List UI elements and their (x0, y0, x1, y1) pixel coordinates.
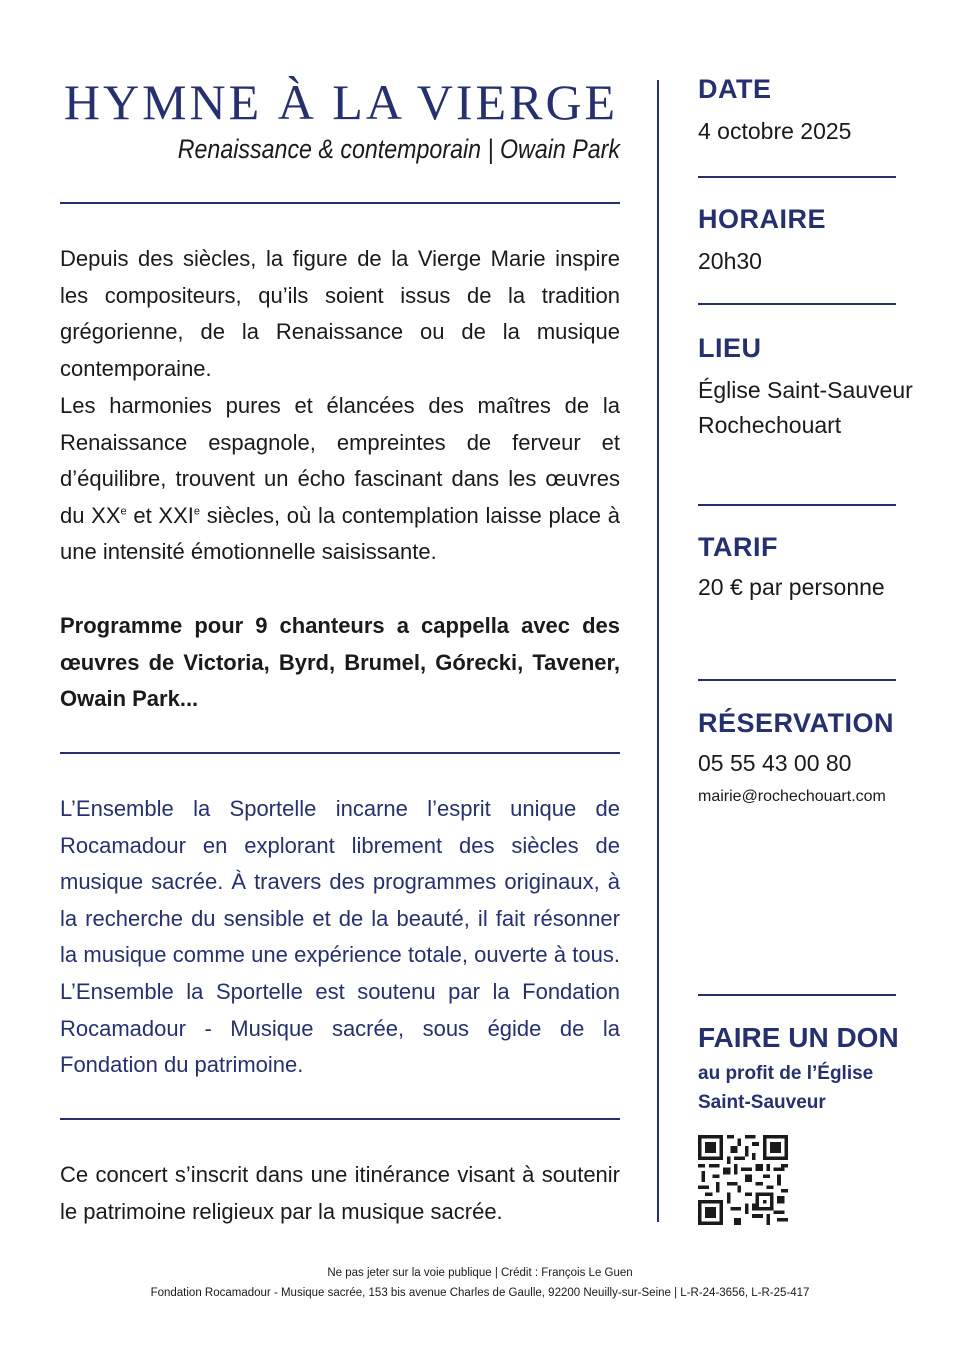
date-label: DATE (698, 74, 772, 104)
qr-code-icon[interactable] (697, 1135, 789, 1225)
price-label: TARIF (698, 532, 778, 562)
venue-line1: Église Saint-Sauveur (698, 377, 913, 403)
divider (60, 752, 620, 754)
page-title: HYMNE À LA VIERGE (63, 74, 619, 130)
booking-phone[interactable]: 05 55 43 00 80 (698, 750, 852, 776)
footer-line-1: Ne pas jeter sur la voie publique | Crédit : François Le Guen (327, 1267, 633, 1279)
divider (698, 176, 896, 178)
harmonies-paragraph: Les harmonies pures et élancées des maîtres de la Renaissance espagnole, empreintes de ferveur et d’équilibre, trouvent un écho fascinant dans les œuvres du XXe et XXIe siècles, où la contemplation laisse place à une intensité émotionnelle saisissante. (60, 393, 620, 565)
time-label: HORAIRE (698, 204, 827, 234)
venue-label: LIEU (698, 333, 762, 363)
time-value: 20h30 (698, 248, 762, 274)
footer-line-2: Fondation Rocamadour - Musique sacrée, 153 bis avenue Charles de Gaulle, 92200 Neuilly-sur-Seine | L-R-24-3656, L-R-25-417 (150, 1287, 810, 1299)
divider (698, 504, 896, 506)
divider (698, 994, 896, 996)
divider (698, 679, 896, 681)
price-value: 20 € par personne (698, 574, 885, 600)
column-separator (657, 80, 659, 1222)
divider (698, 303, 896, 305)
booking-email[interactable]: mairie@rochechouart.com (698, 788, 886, 805)
divider (60, 1118, 620, 1120)
closing-paragraph: Ce concert s’inscrit dans une itinérance visant à soutenir le patrimoine religieux par la musique sacrée. (60, 1162, 620, 1224)
divider (60, 202, 620, 204)
ensemble-paragraph: L’Ensemble la Sportelle incarne l’esprit unique de Rocamadour en explorant librement des siècles de musique sacrée. À travers des programmes originaux, à la recherche du sensible et de la beauté, il fait résonner la musique comme une expérience totale, ouverte à tous. L’Ensemble la Sportelle est soutenu par la Fondation Rocamadour - Musique sacrée, sous égide de la Fondation du patrimoine. (60, 796, 620, 1078)
intro-paragraph: Depuis des siècles, la figure de la Vierge Marie inspire les compositeurs, qu’ils soient issus de la tradition grégorienne, de la Renaissance ou de la musique contemporaine. (60, 246, 620, 381)
venue-line2: Rochechouart (698, 412, 842, 438)
booking-label: RÉSERVATION (698, 708, 895, 738)
program-paragraph: Programme pour 9 chanteurs a cappella avec des œuvres de Victoria, Byrd, Brumel, Górecki, Tavener, Owain Park... (60, 613, 620, 712)
page-subtitle: Renaissance & contemporain | Owain Park (177, 134, 620, 164)
donation-title: FAIRE UN DON (698, 1022, 899, 1053)
donation-subtitle: au profit de l’Église Saint-Sauveur (698, 1063, 874, 1113)
date-value: 4 octobre 2025 (698, 118, 852, 144)
